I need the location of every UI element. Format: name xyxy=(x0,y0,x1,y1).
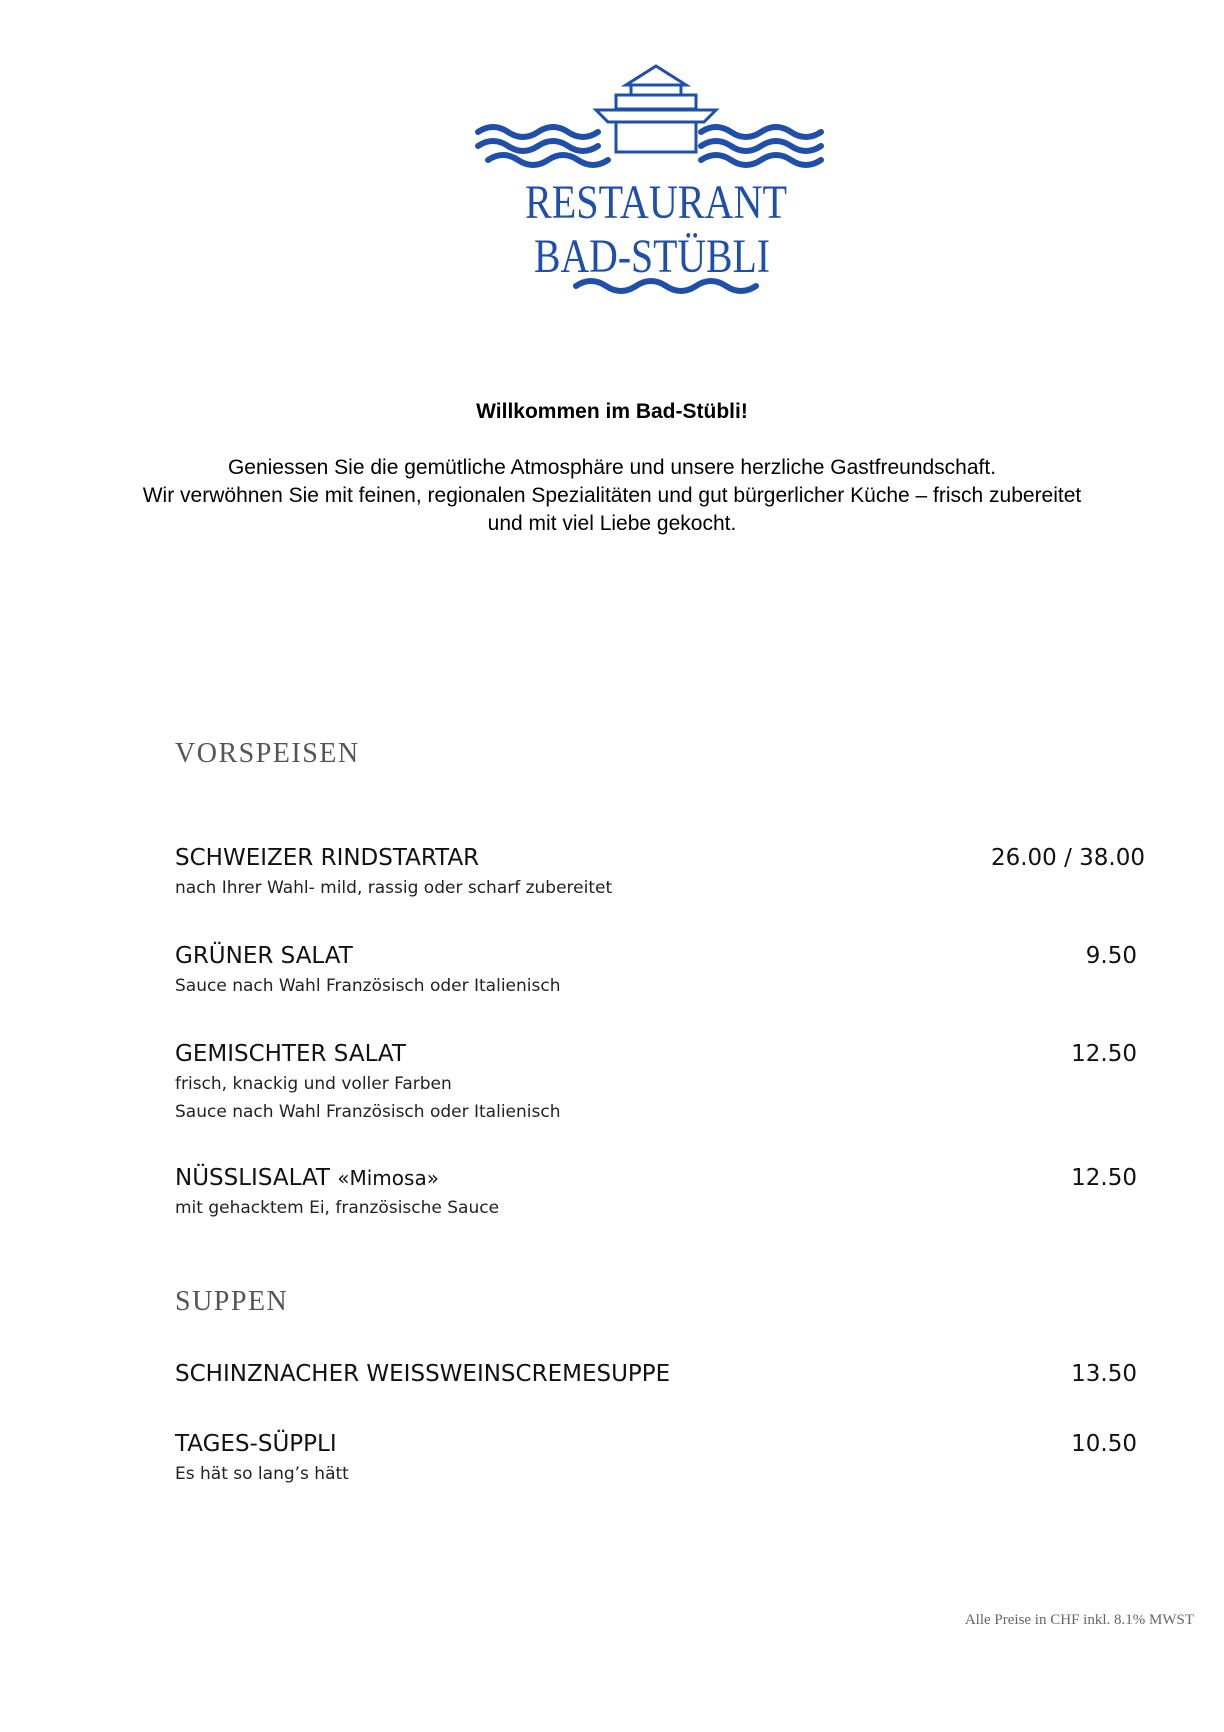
intro-line: Geniessen Sie die gemütliche Atmosphäre und unsere herzliche Gastfreundschaft. xyxy=(227,456,997,479)
menu-item xyxy=(175,1162,1145,1222)
item-price: 13.50 xyxy=(1071,1361,1137,1387)
item-name: SCHWEIZER RINDSTARTAR xyxy=(175,845,480,871)
logo-graphic xyxy=(466,60,846,310)
section-title-vorspeisen: VORSPEISEN xyxy=(175,738,360,769)
item-name: SCHINZNACHER WEISSWEINSCREMESUPPE xyxy=(175,1361,671,1387)
item-description: mit gehacktem Ei, französische Sauce xyxy=(175,1198,500,1218)
menu-item xyxy=(175,940,1145,1000)
menu-item xyxy=(175,1038,1145,1126)
item-name-main: NÜSSLISALAT xyxy=(175,1165,330,1191)
item-description: nach Ihrer Wahl- mild, rassig oder scharf zubereitet xyxy=(175,878,613,898)
item-name xyxy=(175,1162,1145,1194)
logo-line2: BAD-STÜBLI xyxy=(534,230,770,283)
restaurant-logo xyxy=(466,60,846,310)
item-name-sub: «Mimosa» xyxy=(337,1166,439,1190)
logo-line1: RESTAURANT xyxy=(525,176,787,229)
item-description: Sauce nach Wahl Französisch oder Italienisch xyxy=(175,1102,561,1122)
item-price: 12.50 xyxy=(1071,1041,1137,1067)
item-price: 10.50 xyxy=(1071,1431,1137,1457)
section-title-suppen: SUPPEN xyxy=(175,1286,289,1317)
menu-item xyxy=(175,1358,1145,1390)
item-price: 26.00 / 38.00 xyxy=(990,845,1145,871)
price-footnote: Alle Preise in CHF inkl. 8.1% MWST xyxy=(964,1612,1194,1628)
item-description: Sauce nach Wahl Französisch oder Italienisch xyxy=(175,976,561,996)
item-name: GEMISCHTER SALAT xyxy=(175,1041,406,1067)
item-name: TAGES-SÜPPLI xyxy=(175,1431,337,1457)
menu-item xyxy=(175,842,1145,902)
item-name: GRÜNER SALAT xyxy=(175,943,353,969)
intro-text xyxy=(60,454,1164,538)
item-description: Es hät so lang’s hätt xyxy=(175,1464,349,1484)
intro-line: Wir verwöhnen Sie mit feinen, regionalen Spezialitäten und gut bürgerlicher Küche – frisch zubereitet xyxy=(142,484,1082,507)
intro-line: und mit viel Liebe gekocht. xyxy=(487,512,737,535)
item-price: 12.50 xyxy=(1071,1165,1137,1191)
menu-item xyxy=(175,1428,1145,1488)
item-price: 9.50 xyxy=(1085,943,1137,969)
welcome-heading: Willkommen im Bad-Stübli! xyxy=(476,400,748,423)
item-description: frisch, knackig und voller Farben xyxy=(175,1074,452,1094)
